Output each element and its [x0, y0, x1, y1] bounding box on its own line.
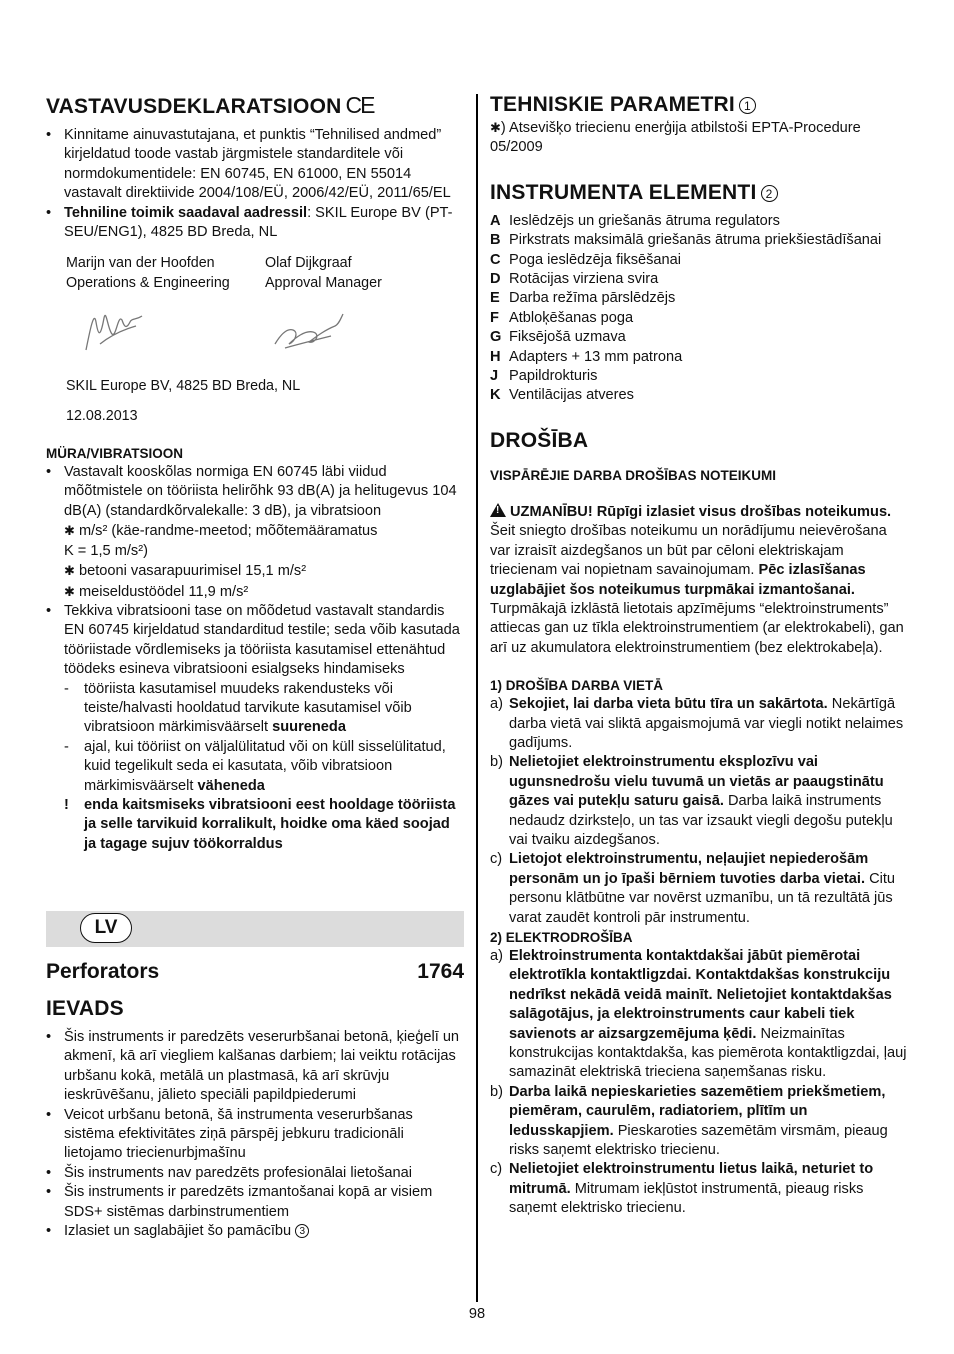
left-column [46, 92, 464, 854]
language-bar [46, 911, 464, 947]
list-item: C Poga ieslēdzēja fiksēšanai [490, 251, 681, 268]
product-heading [46, 958, 464, 986]
tech-heading: TEHNISKIE PARAMETRI 1 [490, 92, 910, 118]
declaration-list [46, 126, 464, 242]
list-item: - ajal, kui tööriist on väljalülitatud või on küll sisselülitatud, kuid tegelikult seda ei kasutata, võib vibratsioon märkimisväärselt väheneda [64, 738, 446, 794]
list-item: - tööriista kasutamisel muudeks rakendusteks või teiste/halvasti hooldatud tarvikute kasutamisel võib vibratsioon märkimisväärselt suureneda [64, 680, 412, 736]
intro-list [46, 1028, 464, 1241]
workplace-safety-heading: 1) DROŠĪBA DARBA VIETĀ [490, 678, 664, 694]
list-item: • Šis instruments ir paredzēts veserurbšanai betonā, ķieģelī un akmenī, kā arī viegliem kalšanas darbiem; lai veiktu rotācijas urbšanu kokā, metālā un plastmasā, kā arī skrūvju ieskrūvēšanu, jālieto speciāli papildpiederumi [46, 1028, 464, 1106]
signer-2: Olaf Dijkgraaf Approval Manager [265, 255, 382, 291]
company-address: SKIL Europe BV, 4825 BD Breda, NL [66, 378, 301, 395]
signature-2-image [265, 293, 464, 367]
list-item: K Ventilācijas atveres [490, 387, 634, 404]
declaration-heading: VASTAVUSDEKLARATSIOON CE [46, 92, 374, 118]
figure-ref-3: 3 [295, 1224, 309, 1238]
list-item: • Veicot urbšanu betonā, šā instrumenta veserurbšanas sistēma efektivitātes ziņā pārspēj jebkuru tradicionāli lietojamo triecienurbjmašīnu [46, 1106, 464, 1164]
general-safety-heading: VISPĀRĒJIE DARBA DROŠĪBAS NOTEIKUMI [490, 467, 777, 483]
list-item: J Papildrokturis [490, 368, 598, 385]
list-item: • Vastavalt kooskõlas normiga EN 60745 läbi viidud mõõtmistele on tööriista helirõhk 93 dB(A) ja helitugevus 104 dB(A) (standardkõrvalekalle: 3 dB), ja vibratsioon ✱ m/s² (käe-randme-meetod; mõõtemääramatus K = 1,5 m/s²) ✱ betooni vasarapuurimisel 15,1 m/s² ✱ meiseldustöödel 11,9 m/s² [46, 463, 464, 602]
signer-1: Marijn van der Hoofden Operations & Engineering [66, 255, 230, 291]
page-number: 98 [468, 1306, 486, 1322]
list-item: A Ieslēdzējs un griešanās ātruma regulators [490, 212, 780, 229]
list-item: ! enda kaitsmiseks vibratsiooni eest hooldage tööriista ja selle tarvikuid korralikult, hoidke oma käed soojad ja tagage sujuv töökorraldus [64, 796, 456, 852]
ce-mark: CE [345, 92, 374, 118]
intro-section [46, 996, 464, 1241]
list-item: D Rotācijas virziena svira [490, 271, 659, 288]
list-item: B Pirkstrats maksimālā griešanās ātruma priekšiestādīšanai [490, 232, 882, 249]
list-item: F Atbloķēšanas poga [490, 309, 634, 326]
list-item: c) Nelietojiet elektroinstrumentu lietus laikā, neturiet to mitrumā. Mitrumam iekļūstot instrumentā, pieaug risks saņemt elektrisko triecienu. [490, 1161, 874, 1217]
tech-note: ✱) Atsevišķo triecienu enerģija atbilstoši EPTA-Procedure 05/2009 [490, 120, 861, 156]
list-item: • Tehniline toimik saadaval aadressil: SKIL Europe BV (PT-SEU/ENG1), 4825 BD Breda, NL [46, 204, 464, 243]
list-item: a) Elektroinstrumenta kontaktdakšai jābūt piemērotai elektrotīkla kontaktligzdai. Kontaktdakšas konstrukciju nedrīkst nekādā veidā mainīt. Nelietojiet kontaktdakšas salāgotājus, ja elektroinstruments caur kabeli tiek savienots ar aizsargzemējuma ķēdi. Neizmainītas konstrukcijas kontaktdakša, kas piemērota kontaktligzdai, ļauj samazināt elektriskā trieciena saņemšanas risku. [490, 948, 907, 1081]
list-item: • Kinnitame ainuvastutajana, et punktis “Tehnilised andmed” kirjeldatud toode vastab järgmistele standarditele või normdokumentidele: EN 60745, EN 61000, EN 55014 vastavalt direktiivide 2004/108/EÜ, 2006/42/EÜ, 2011/65/EL [46, 126, 464, 204]
list-item: H Adapters + 13 mm patrona [490, 348, 683, 365]
product-name: Perforators [46, 960, 160, 983]
list-item: • Šis instruments ir paredzēts izmantošanai kopā ar visiem SDS+ sistēmas darbinstrumentiem [46, 1183, 464, 1222]
list-item: • Izlasiet un saglabājiet šo pamācību 3 [46, 1222, 464, 1241]
language-badge: LV [80, 913, 132, 943]
product-model: 1764 [417, 960, 464, 983]
safety-heading: DROŠĪBA [490, 428, 589, 452]
list-item: a) Sekojiet, lai darba vieta būtu tīra un sakārtota. Nekārtīgā darba vietā vai sliktā apgaismojumā var viegli notikt nelaimes gadījums. [490, 696, 904, 751]
list-item: b) Darba laikā nepieskarieties sazemētiem priekšmetiem, piemēram, caurulēm, radiatoriem, plītīm un ledusskapjiem. Pieskaroties sazemētām virsmām, pieaug risks saņemt elektrisko triecienu. [490, 1083, 888, 1159]
right-column [490, 92, 910, 1219]
noise-list [46, 463, 464, 679]
list-item: E Darba režīma pārslēdzējs [490, 290, 676, 307]
column-divider [476, 94, 478, 1302]
warning-icon [490, 503, 506, 517]
list-item: c) Lietojot elektroinstrumentu, neļaujiet nepiederošām personām un jo īpaši bērniem tuvoties darba vietai. Citu personu klātbūtne var novērst uzmanību, un tā rezultātā jūs varat zaudēt kontroli pār instrumentu. [490, 851, 896, 926]
figure-ref-1: 1 [739, 97, 756, 114]
elements-list [490, 212, 910, 406]
noise-heading: MÜRA/VIBRATSIOON [46, 446, 183, 462]
safety-warning: !UZMANĪBU! Rūpīgi izlasiet visus drošības noteikumus. Šeit sniegto drošības noteikumu un norādījumu neievērošana var izraisīt aizdegšanos un būt par cēloni elektriskajam triecienam vai nopietnam savainojumam. Pēc izlasīšanas uzglabājiet šos noteikumus turpmākai izmantošanai. Turpmākajā izklāstā lietotais apzīmējums “elektroinstruments” attiecas gan uz tīkla elektroinstrumentiem (ar elektrokabeli), gan arī uz akumulatora elektroinstrumentiem (bez elektrokabeļa). [490, 503, 910, 658]
signature-block [46, 248, 464, 426]
list-item: b) Nelietojiet elektroinstrumentu eksplozīvu vai ugunsnedrošu vielu tuvumā un vietās ar paaugstinātu gāzes vai putekļu saturu gaisā. Darba laikā instruments nedaudz dzirksteļo, un tas var izsaukt viegli degošu putekļu vai tvaiku aizdegšanos. [490, 754, 893, 848]
electrical-safety-heading: 2) ELEKTRODROŠĪBA [490, 930, 633, 945]
figure-ref-2: 2 [761, 185, 778, 202]
intro-heading: IEVADS [46, 997, 124, 1020]
list-item: • Šis instruments nav paredzēts profesionālai lietošanai [46, 1164, 464, 1183]
elements-heading: INSTRUMENTA ELEMENTI 2 [490, 180, 910, 206]
list-item: • Tekkiva vibratsiooni tase on mõõdetud vastavalt standardis EN 60745 kirjeldatud standarditud testile; seda võib kasutada tööriistade võrdlemiseks ja tööriista kasutamisel ettenähtud töödeks esineva vibratsiooni esialgseks hindamiseks [46, 602, 464, 680]
declaration-date: 12.08.2013 [66, 407, 138, 424]
signature-1-image [66, 293, 265, 367]
list-item: G Fiksējošā uzmava [490, 329, 626, 346]
